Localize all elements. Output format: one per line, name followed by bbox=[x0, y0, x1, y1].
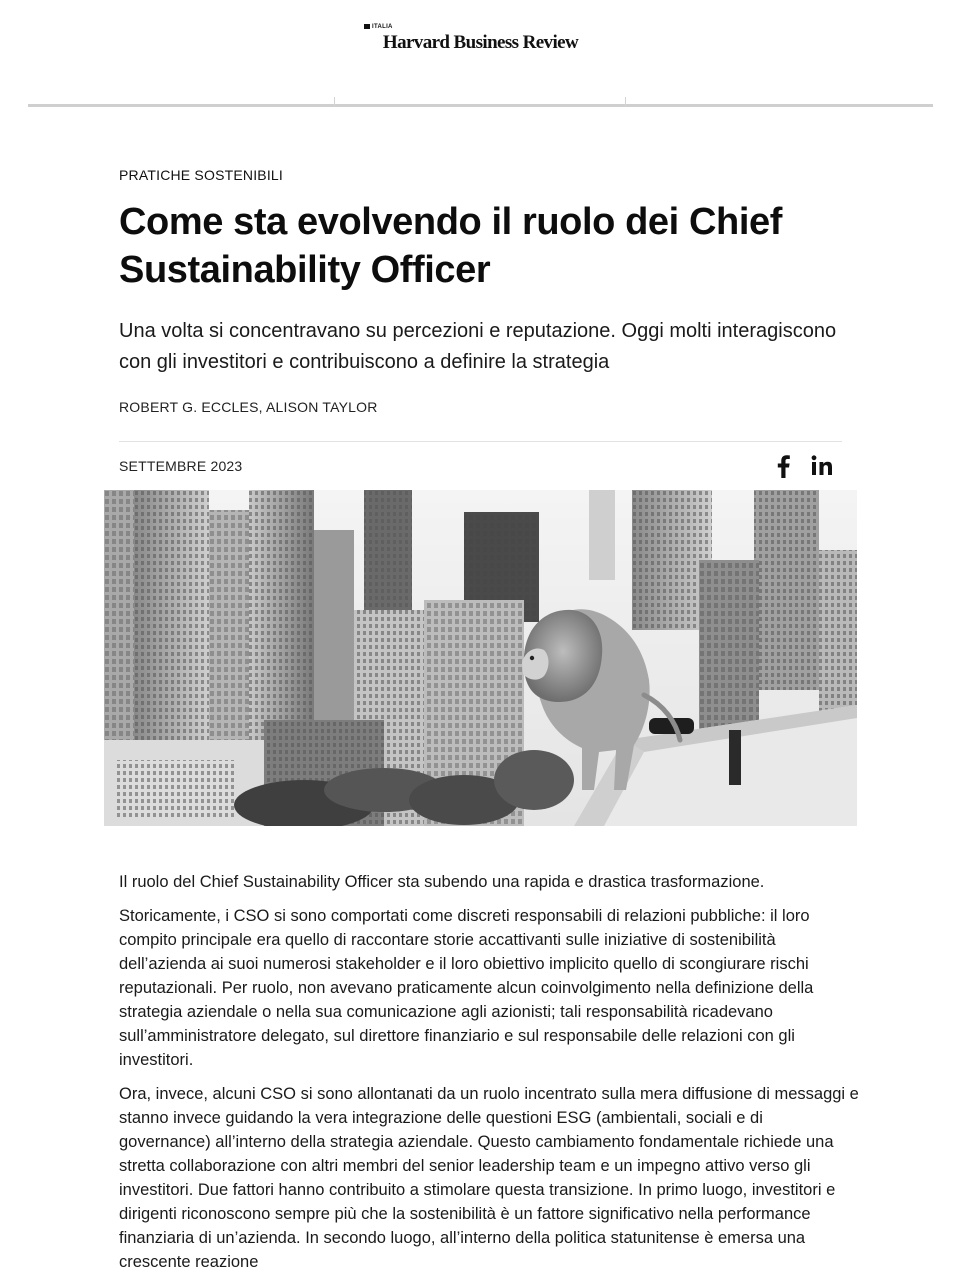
linkedin-share-button[interactable] bbox=[808, 452, 836, 480]
divider bbox=[119, 441, 842, 442]
article-paragraph: Storicamente, i CSO si sono comportati come discreti responsabili di relazioni pubbliche: il loro compito principale era quello di raccontare storie accattivanti sulle iniziative di sostenibilità dell’azienda ai suoi numerosi stakeholder e il loro obiettivo implicito quello di scongiurare rischi reputazionali. Per ruolo, non avevano praticamente alcun coinvolgimento nella definizione della strategia aziendale o nella sua comunicazione agli azionisti; tali responsabilità ricadevano sull’amministratore delegato, sul direttore finanziario e sul responsabile delle relazioni con gli investitori. bbox=[119, 907, 814, 1069]
lion-cityscape-photo bbox=[104, 490, 857, 826]
logo-edition-label: ITALIA bbox=[372, 24, 393, 31]
nav-divider bbox=[625, 97, 626, 107]
linkedin-icon bbox=[808, 452, 836, 480]
article-title: Come sta evolvendo il ruolo dei Chief Sustainability Officer bbox=[119, 201, 782, 291]
article-body bbox=[119, 870, 859, 1280]
article-byline[interactable]: ROBERT G. ECCLES, ALISON TAYLOR bbox=[119, 399, 378, 415]
hero-image bbox=[104, 490, 857, 826]
article-date: SETTEMBRE 2023 bbox=[119, 458, 243, 474]
site-logo[interactable] bbox=[28, 32, 933, 54]
site-header bbox=[28, 0, 933, 107]
article-paragraph: Il ruolo del Chief Sustainability Officer sta subendo una rapida e drastica trasformazione. bbox=[119, 873, 765, 891]
facebook-icon bbox=[772, 452, 794, 480]
article-subtitle: Una volta si concentravano su percezioni e reputazione. Oggi molti interagiscono con gli investitori e contribuiscono a definire la strategia bbox=[119, 320, 837, 373]
hbr-shield-icon bbox=[364, 24, 370, 29]
section-label[interactable]: PRATICHE SOSTENIBILI bbox=[119, 167, 283, 183]
article-paragraph: Ora, invece, alcuni CSO si sono allontanati da un ruolo incentrato sulla mera diffusione di messaggi e stanno invece guidando la vera integrazione delle questioni ESG (ambientali, sociali e di governance) all’interno della strategia aziendale. Questo cambiamento fondamentale richiede una stretta collaborazione con altri membri del senior leadership team e un impegno attivo verso gli investitori. Due fattori hanno contribuito a stimolare questa transizione. In primo luogo, investitori e dirigenti riconoscono sempre più che la sostenibilità è un fattore significativo nella performance finanziaria di un’azienda. In secondo luogo, all’interno della politica statunitense è emersa una crescente reazione bbox=[119, 1085, 859, 1271]
logo-wordmark[interactable]: Harvard Business Review bbox=[382, 32, 579, 53]
facebook-share-button[interactable] bbox=[772, 452, 794, 480]
logo-edition bbox=[364, 24, 393, 30]
nav-divider bbox=[334, 97, 335, 107]
